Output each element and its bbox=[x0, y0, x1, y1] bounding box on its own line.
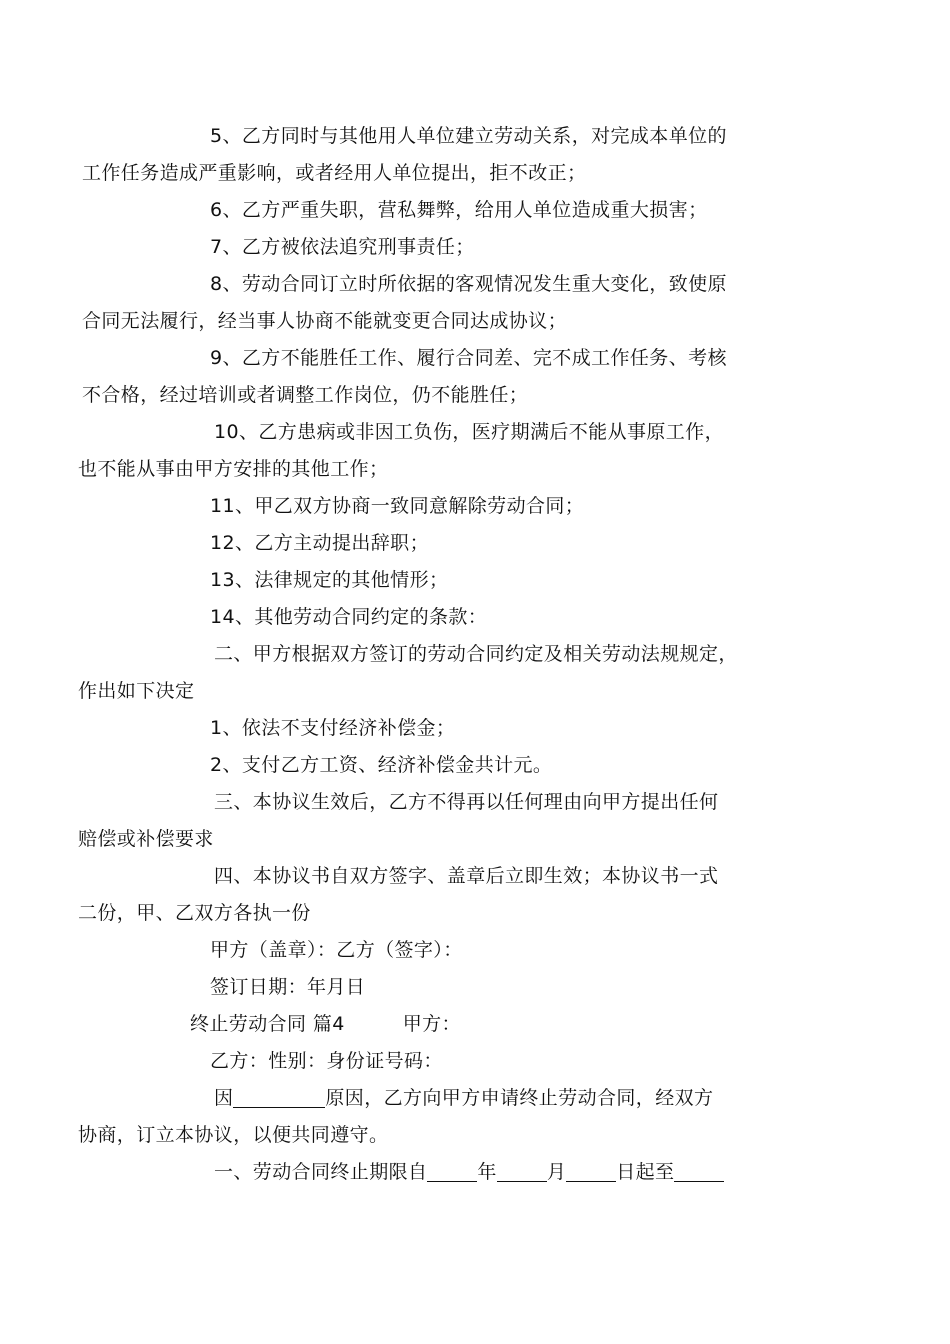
reason-rest: 原因，乙方向甲方申请终止劳动合同，经双方 bbox=[325, 1087, 714, 1109]
clause-13 bbox=[146, 562, 810, 599]
reason-prefix: 因 bbox=[214, 1087, 234, 1109]
clause-8-line-1: 8、劳动合同订立时所依据的客观情况发生重大变化，致使原 bbox=[210, 273, 727, 295]
section-two bbox=[78, 636, 810, 710]
term-year-blank[interactable] bbox=[427, 1159, 477, 1182]
clause-9 bbox=[82, 340, 810, 414]
section-three-line-1: 三、本协议生效后，乙方不得再以任何理由向甲方提出任何 bbox=[214, 791, 719, 813]
sign-date-line bbox=[146, 969, 810, 1006]
party-a-label: 甲方： bbox=[402, 1013, 461, 1035]
clause-7-line-1: 7、乙方被依法追究刑事责任； bbox=[210, 236, 475, 258]
clause-9-line-2: 不合格，经过培训或者调整工作岗位，仍不能胜任； bbox=[82, 384, 529, 406]
clause-11 bbox=[146, 488, 810, 525]
section-two-line-2: 作出如下决定 bbox=[78, 680, 195, 702]
sign-date-text: 签订日期：年月日 bbox=[210, 976, 366, 998]
term-day-label: 日起至 bbox=[616, 1161, 675, 1183]
clause-5-line-2: 工作任务造成严重影响，或者经用人单位提出，拒不改正； bbox=[82, 162, 587, 184]
term-month-blank[interactable] bbox=[497, 1159, 547, 1182]
clause-12-line-1: 12、乙方主动提出辞职； bbox=[210, 532, 429, 554]
clause-13-line-1: 13、法律规定的其他情形； bbox=[210, 569, 449, 591]
clause-6-line-1: 6、乙方严重失职，营私舞弊，给用人单位造成重大损害； bbox=[210, 199, 708, 221]
reason-line-1 bbox=[146, 1080, 810, 1117]
term-prefix: 一、劳动合同终止期限自 bbox=[214, 1161, 428, 1183]
decision-1-line-1: 1、依法不支付经济补偿金； bbox=[210, 717, 456, 739]
clause-14 bbox=[146, 599, 810, 636]
clause-10 bbox=[78, 414, 810, 488]
party-b-text: 乙方：性别：身份证号码： bbox=[210, 1050, 443, 1072]
reason-paragraph bbox=[78, 1080, 810, 1154]
section-four bbox=[78, 858, 810, 932]
section-title: 终止劳动合同 篇4 bbox=[190, 1013, 345, 1035]
clause-10-line-2: 也不能从事由甲方安排的其他工作； bbox=[78, 458, 389, 480]
reason-blank[interactable] bbox=[233, 1085, 325, 1108]
decision-2-line-1: 2、支付乙方工资、经济补偿金共计元。 bbox=[210, 754, 553, 776]
term-paragraph bbox=[146, 1154, 810, 1191]
decision-2 bbox=[146, 747, 810, 784]
term-end-blank[interactable] bbox=[674, 1159, 724, 1182]
clause-8-line-2: 合同无法履行，经当事人协商不能就变更合同达成协议； bbox=[82, 310, 568, 332]
clause-10-line-1: 10、乙方患病或非因工负伤，医疗期满后不能从事原工作， bbox=[214, 421, 724, 443]
decision-1 bbox=[146, 710, 810, 747]
party-b-line bbox=[146, 1043, 810, 1080]
clause-11-line-1: 11、甲乙双方协商一致同意解除劳动合同； bbox=[210, 495, 585, 517]
document-body bbox=[78, 118, 810, 1191]
term-year-label: 年 bbox=[477, 1161, 497, 1183]
clause-5-line-1: 5、乙方同时与其他用人单位建立劳动关系，对完成本单位的 bbox=[210, 125, 727, 147]
section-three bbox=[78, 784, 810, 858]
clause-5 bbox=[82, 118, 810, 192]
signature-line-text: 甲方（盖章）：乙方（签字）： bbox=[210, 939, 463, 961]
term-month-label: 月 bbox=[546, 1161, 567, 1183]
term-day-blank[interactable] bbox=[566, 1159, 616, 1182]
clause-14-line-1: 14、其他劳动合同约定的条款： bbox=[210, 606, 488, 628]
clause-9-line-1: 9、乙方不能胜任工作、履行合同差、完不成工作任务、考核 bbox=[210, 347, 727, 369]
section-four-line-1: 四、本协议书自双方签字、盖章后立即生效；本协议书一式 bbox=[214, 865, 719, 887]
clause-12 bbox=[146, 525, 810, 562]
term-line-1 bbox=[146, 1154, 810, 1191]
section-heading-line bbox=[146, 1006, 810, 1043]
section-four-line-2: 二份，甲、乙双方各执一份 bbox=[78, 902, 311, 924]
clause-7 bbox=[146, 229, 810, 266]
section-heading-row bbox=[146, 1006, 810, 1043]
section-three-line-2: 赔偿或补偿要求 bbox=[78, 828, 214, 850]
signature-line bbox=[146, 932, 810, 969]
clause-8 bbox=[82, 266, 810, 340]
clause-6 bbox=[146, 192, 810, 229]
reason-line-2: 协商，订立本协议，以便共同遵守。 bbox=[78, 1124, 389, 1146]
section-two-line-1: 二、甲方根据双方签订的劳动合同约定及相关劳动法规规定， bbox=[214, 643, 738, 665]
